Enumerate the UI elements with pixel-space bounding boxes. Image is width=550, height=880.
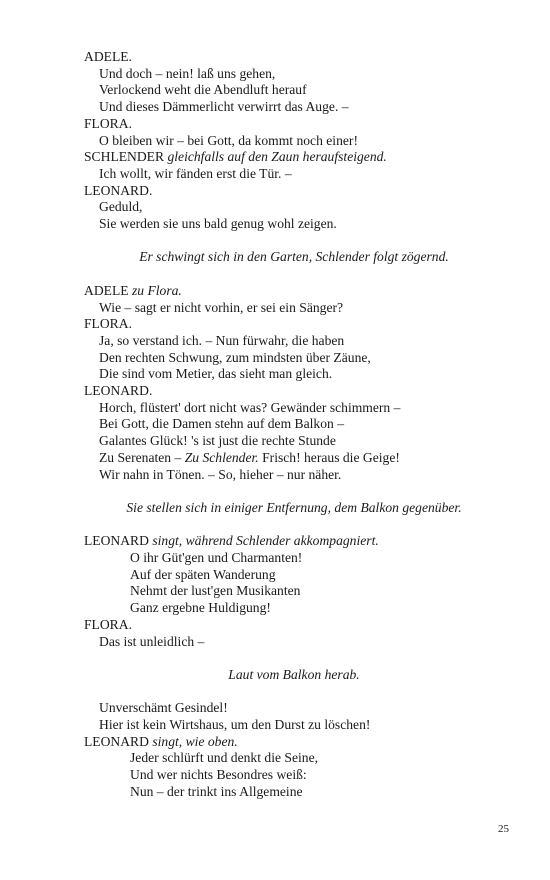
line-text: FLORA. bbox=[84, 115, 132, 131]
line-italic: zu Flora. bbox=[131, 282, 182, 298]
line-text: Sie werden sie uns bald genug wohl zeigen. bbox=[99, 216, 337, 232]
page-body bbox=[84, 49, 504, 801]
line-text: SCHLENDER bbox=[84, 149, 168, 165]
line-text: Und wer nichts Besondres weiß: bbox=[130, 767, 307, 783]
line-text: ADELE. bbox=[84, 49, 132, 64]
line-text: Unverschämt Gesindel! bbox=[99, 700, 228, 716]
line-text: ADELE bbox=[84, 282, 132, 298]
stage-direction bbox=[84, 667, 504, 684]
verse-line bbox=[84, 433, 504, 450]
verse-line bbox=[84, 750, 504, 767]
stage-direction bbox=[84, 500, 504, 517]
line-text: LEONARD bbox=[84, 533, 153, 549]
line-text: Wir nahn in Tönen. – So, hieher – nur näher. bbox=[99, 466, 342, 482]
line-text: Jeder schlürft und denkt die Seine, bbox=[130, 750, 318, 766]
line-italic: gleichfalls auf den Zaun heraufsteigend. bbox=[167, 149, 387, 165]
line-text-after: Frisch! heraus die Geige! bbox=[258, 449, 400, 465]
line-text: LEONARD. bbox=[84, 182, 153, 198]
blank-line bbox=[84, 684, 504, 701]
verse-line bbox=[84, 366, 504, 383]
verse-line bbox=[84, 66, 504, 83]
line-text: Hier ist kein Wirtshaus, um den Durst zu löschen! bbox=[99, 717, 371, 733]
line-text: Auf der späten Wanderung bbox=[130, 566, 276, 582]
line-text: Wie – sagt er nicht vorhin, er sei ein Sänger? bbox=[99, 299, 344, 315]
blank-line bbox=[84, 483, 504, 500]
line-text: Galantes Glück! 's ist just die rechte Stunde bbox=[99, 433, 336, 449]
line-text: LEONARD. bbox=[84, 383, 153, 399]
page-number: 25 bbox=[498, 823, 509, 835]
verse-line bbox=[84, 216, 504, 233]
speaker-line bbox=[84, 149, 504, 166]
verse-line bbox=[84, 583, 504, 600]
speaker-line bbox=[84, 49, 504, 66]
line-text: Die sind vom Metier, das sieht man gleich. bbox=[99, 366, 333, 382]
line-italic: Laut vom Balkon herab. bbox=[228, 666, 360, 682]
verse-line bbox=[84, 300, 504, 317]
speaker-line bbox=[84, 734, 504, 751]
verse-line bbox=[84, 550, 504, 567]
line-italic: singt, wie oben. bbox=[152, 733, 238, 749]
line-text: Den rechten Schwung, zum mindsten über Zäune, bbox=[99, 349, 371, 365]
blank-line bbox=[84, 233, 504, 250]
verse-line bbox=[84, 99, 504, 116]
line-text: FLORA. bbox=[84, 616, 132, 632]
verse-line bbox=[84, 450, 504, 467]
line-italic: Sie stellen sich in einiger Entfernung, dem Balkon gegenüber. bbox=[126, 499, 462, 515]
speaker-line bbox=[84, 316, 504, 333]
speaker-line bbox=[84, 617, 504, 634]
line-text: O bleiben wir – bei Gott, da kommt noch einer! bbox=[99, 132, 358, 148]
line-italic: Zu Schlender. bbox=[184, 449, 259, 465]
line-text: Ganz ergebne Huldigung! bbox=[130, 600, 271, 616]
line-text: Nehmt der lust'gen Musikanten bbox=[130, 583, 301, 599]
line-text: Das ist unleidlich – bbox=[99, 633, 205, 649]
speaker-line bbox=[84, 533, 504, 550]
verse-line bbox=[84, 350, 504, 367]
line-text: Verlockend weht die Abendluft herauf bbox=[99, 82, 307, 98]
verse-line bbox=[84, 634, 504, 651]
verse-line bbox=[84, 467, 504, 484]
speaker-line bbox=[84, 116, 504, 133]
verse-line bbox=[84, 600, 504, 617]
verse-line bbox=[84, 400, 504, 417]
stage-direction bbox=[84, 249, 504, 266]
line-italic: singt, während Schlender akkompagniert. bbox=[152, 533, 379, 549]
line-text: Und dieses Dämmerlicht verwirrt das Auge. – bbox=[99, 99, 349, 115]
line-text: Ich wollt, wir fänden erst die Tür. – bbox=[99, 165, 292, 181]
verse-line bbox=[84, 416, 504, 433]
line-text: Geduld, bbox=[99, 199, 143, 215]
line-text: Ja, so verstand ich. – Nun fürwahr, die haben bbox=[99, 332, 345, 348]
verse-line bbox=[84, 199, 504, 216]
verse-line bbox=[84, 567, 504, 584]
line-text: Bei Gott, die Damen stehn auf dem Balkon – bbox=[99, 416, 345, 432]
line-text: LEONARD bbox=[84, 733, 153, 749]
verse-line bbox=[84, 767, 504, 784]
line-text: Zu Serenaten – bbox=[99, 449, 185, 465]
speaker-line bbox=[84, 183, 504, 200]
blank-line bbox=[84, 517, 504, 534]
line-text: O ihr Güt'gen und Charmanten! bbox=[130, 550, 303, 566]
verse-line bbox=[84, 700, 504, 717]
verse-line bbox=[84, 784, 504, 801]
speaker-line bbox=[84, 283, 504, 300]
verse-line bbox=[84, 166, 504, 183]
blank-line bbox=[84, 266, 504, 283]
verse-line bbox=[84, 717, 504, 734]
line-text: Und doch – nein! laß uns gehen, bbox=[99, 65, 276, 81]
line-italic: Er schwingt sich in den Garten, Schlender folgt zögernd. bbox=[139, 249, 449, 265]
line-text: Horch, flüstert' dort nicht was? Gewänder schimmern – bbox=[99, 399, 401, 415]
speaker-line bbox=[84, 383, 504, 400]
verse-line bbox=[84, 133, 504, 150]
line-text: FLORA. bbox=[84, 316, 132, 332]
verse-line bbox=[84, 333, 504, 350]
verse-line bbox=[84, 82, 504, 99]
line-text: Nun – der trinkt ins Allgemeine bbox=[130, 783, 303, 799]
blank-line bbox=[84, 650, 504, 667]
